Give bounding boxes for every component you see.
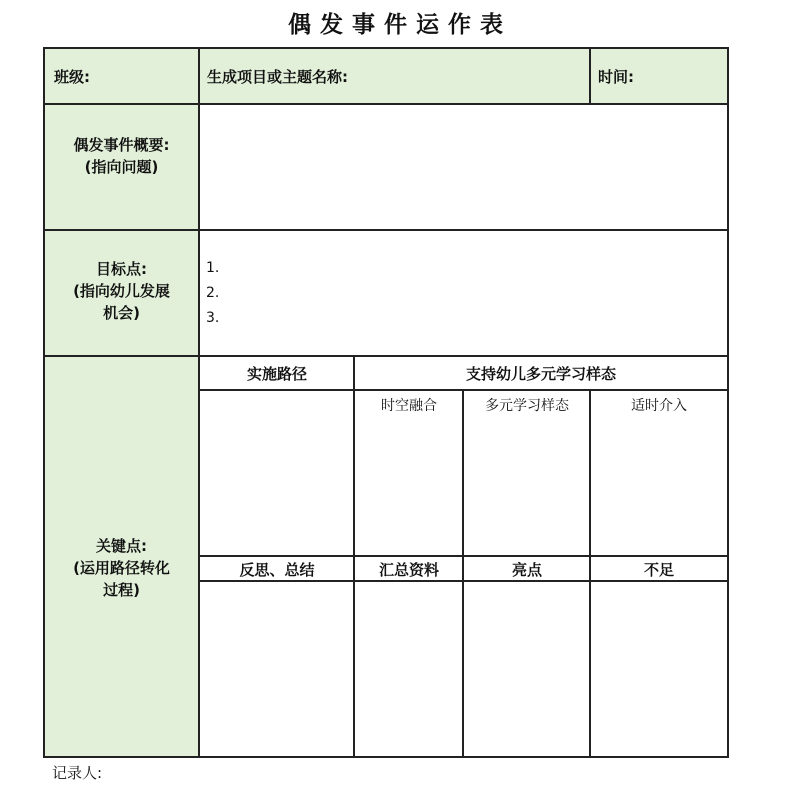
- table-border-left: [43, 47, 45, 758]
- goal-item-2: 2.: [206, 285, 220, 301]
- project-name-label: 生成项目或主题名称:: [207, 68, 348, 86]
- row-divider-1: [43, 103, 729, 105]
- row-divider-3: [43, 355, 729, 357]
- key-points-label-line1: 关键点:: [96, 537, 147, 555]
- goals-list[interactable]: [206, 256, 706, 331]
- goal-item-3: 3.: [206, 310, 220, 326]
- col-divider-mid2: [589, 389, 591, 758]
- goals-label-line3: 机会): [103, 304, 140, 322]
- col-divider-mid1: [462, 389, 464, 758]
- table-border-right: [727, 47, 729, 758]
- summary-label: [44, 134, 199, 178]
- bottom-header-reflection: 反思、总结: [239, 561, 315, 579]
- page-title: 偶发事件运作表: [288, 12, 512, 38]
- sub-header-learning-modes: 多元学习样态: [485, 398, 569, 414]
- summary-label-line2: (指向问题): [84, 158, 159, 176]
- bottom-header-highlights: 亮点: [511, 561, 542, 579]
- col-divider-path: [353, 355, 355, 758]
- summary-content-area[interactable]: [200, 105, 727, 229]
- recorder-label: 记录人:: [52, 764, 103, 782]
- goals-label: [44, 258, 199, 324]
- bottom-header-shortcomings: 不足: [643, 561, 674, 579]
- table-border-bottom: [43, 756, 729, 758]
- table-border-top: [43, 47, 729, 49]
- key-points-label-line3: 过程): [103, 581, 140, 599]
- sub-header-timely-intervention: 适时介入: [631, 398, 687, 414]
- bottom-header-summary-materials: 汇总资料: [378, 561, 439, 579]
- goals-label-line2: (指向幼儿发展: [73, 282, 170, 300]
- left-column-background: [44, 104, 199, 758]
- row-divider-2: [43, 229, 729, 231]
- col-divider-left: [198, 47, 200, 758]
- implementation-path-header: 实施路径: [246, 365, 307, 383]
- summary-label-line1: 偶发事件概要:: [73, 136, 170, 154]
- goal-item-1: 1.: [206, 260, 220, 276]
- goals-label-line1: 目标点:: [96, 260, 147, 278]
- col-divider-header-time: [589, 47, 591, 105]
- sub-header-time-space: 时空融合: [381, 398, 437, 414]
- support-learning-header: 支持幼儿多元学习样态: [465, 365, 616, 383]
- time-label: 时间:: [598, 68, 634, 86]
- class-label: 班级:: [54, 68, 90, 86]
- key-points-label: [44, 535, 199, 601]
- key-points-label-line2: (运用路径转化: [73, 559, 170, 577]
